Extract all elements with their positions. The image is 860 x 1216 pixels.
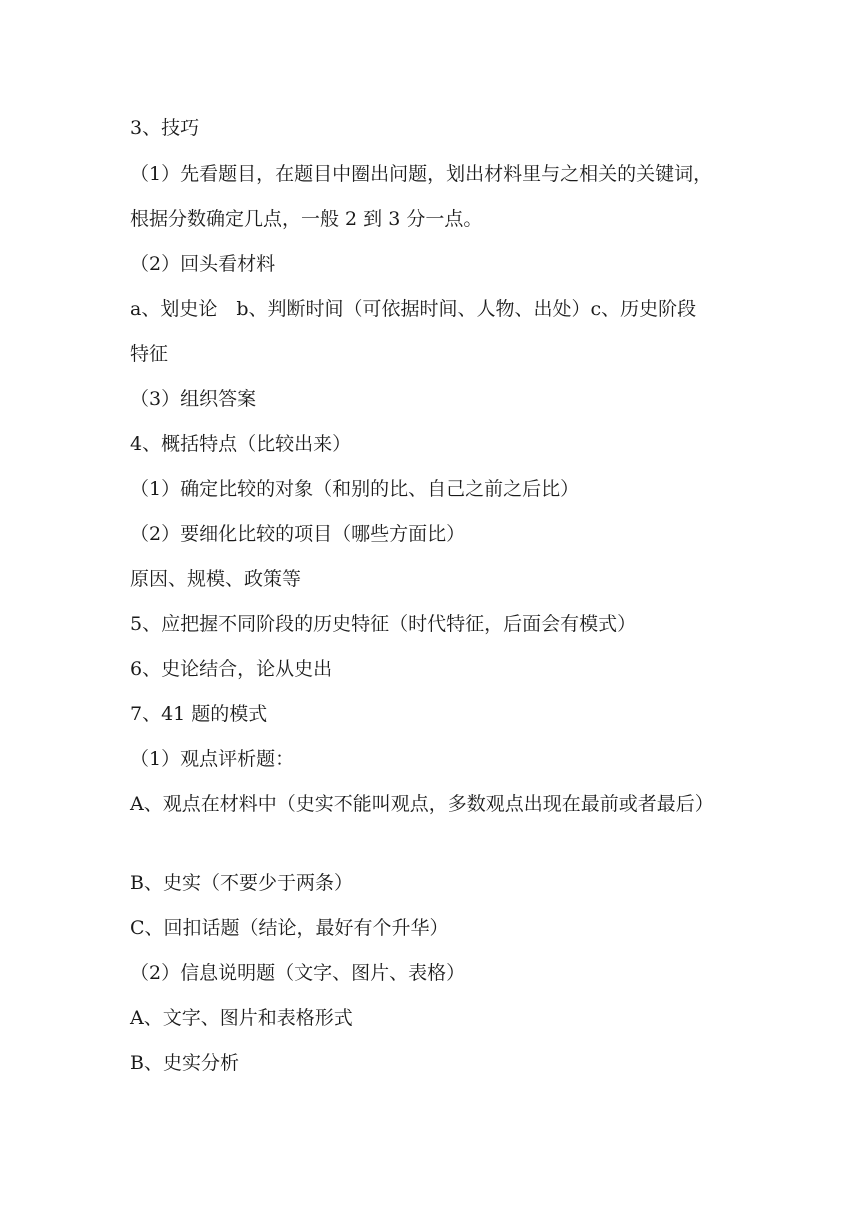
heading-4-summarize: 4、概括特点（比较出来） [130,433,352,455]
paragraph-line: （2）回头看材料 [130,253,276,275]
paragraph-line: C、回扣话题（结论，最好有个升华） [130,917,449,939]
paragraph-line: （1）确定比较的对象（和别的比、自己之前之后比） [130,478,580,500]
heading-3-skills: 3、技巧 [130,117,200,139]
paragraph-line: a、划史论 b、判断时间（可依据时间、人物、出处）c、历史阶段 [130,298,697,320]
paragraph-line: 特征 [130,343,169,365]
paragraph-line: （2）信息说明题（文字、图片、表格） [130,962,466,984]
paragraph-line: B、史实分析 [130,1052,239,1074]
paragraph-line: 原因、规模、政策等 [130,568,302,590]
paragraph-line: 根据分数确定几点，一般 2 到 3 分一点。 [130,208,483,230]
paragraph-line: （1）观点评析题： [130,748,295,770]
paragraph-line: （1）先看题目，在题目中圈出问题，划出材料里与之相关的关键词， [130,163,713,185]
paragraph-line: （3）组织答案 [130,388,257,410]
heading-7-q41-pattern: 7、41 题的模式 [130,703,268,725]
paragraph-line: A、观点在材料中（史实不能叫观点，多数观点出现在最前或者最后） [130,793,714,815]
paragraph-line: A、文字、图片和表格形式 [130,1007,353,1029]
paragraph-line: B、史实（不要少于两条） [130,872,353,894]
heading-5-characteristics: 5、应把握不同阶段的历史特征（时代特征，后面会有模式） [130,613,637,635]
heading-6-history-theory: 6、史论结合，论从史出 [130,658,333,680]
paragraph-line: （2）要细化比较的项目（哪些方面比） [130,523,466,545]
